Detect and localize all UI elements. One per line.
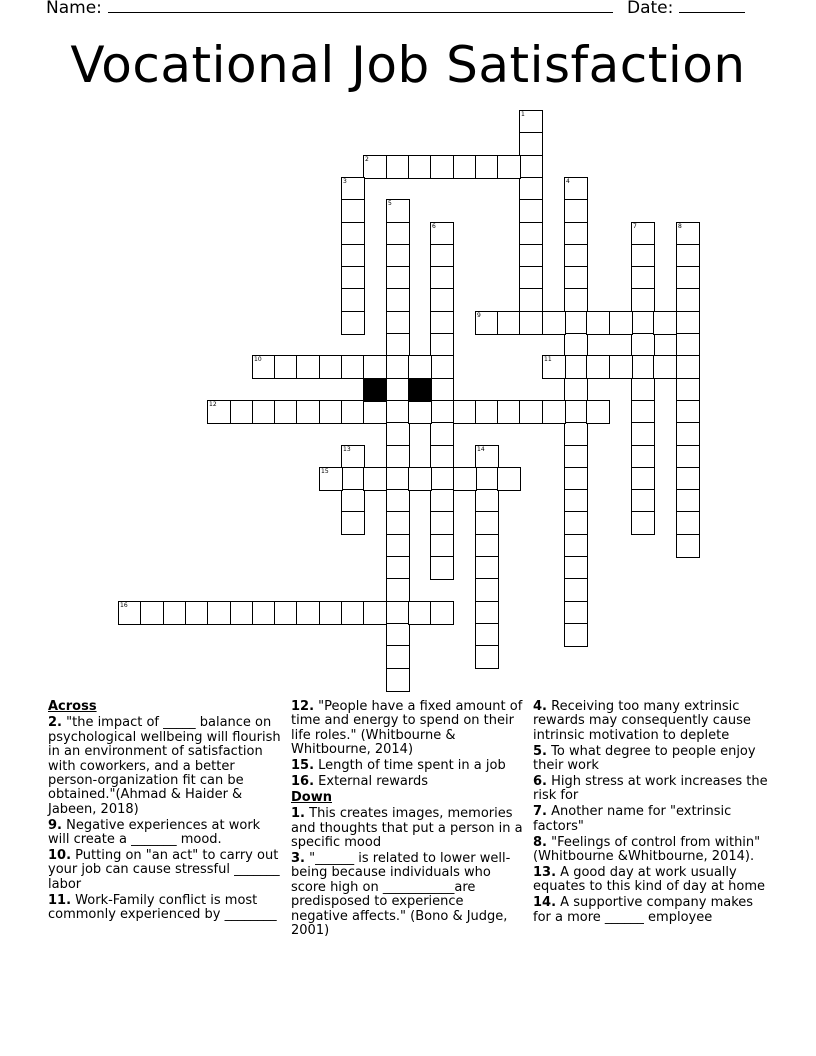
clue-number-label: 13 xyxy=(343,446,351,453)
grid-cell[interactable] xyxy=(519,177,543,201)
grid-cell[interactable] xyxy=(653,311,677,335)
grid-cell[interactable] xyxy=(564,511,588,535)
grid-cell[interactable] xyxy=(140,601,164,625)
grid-cell[interactable] xyxy=(564,244,588,268)
name-underline[interactable] xyxy=(108,0,613,13)
grid-cell[interactable] xyxy=(386,601,410,625)
clue-text: "People have a fixed amount of time and energy to spend on their life roles." (Whitbourne & Whitbourne, 2014) xyxy=(291,699,523,758)
grid-cell[interactable] xyxy=(453,467,477,491)
grid-cell[interactable] xyxy=(676,534,700,558)
grid-cell[interactable] xyxy=(363,601,387,625)
grid-cell[interactable] xyxy=(386,400,410,424)
grid-cell[interactable] xyxy=(274,601,298,625)
grid-cell[interactable] xyxy=(676,489,700,513)
clue-text: Another name for "extrinsic factors" xyxy=(533,804,732,834)
grid-cell[interactable] xyxy=(230,400,254,424)
clue-across-9 xyxy=(48,819,284,848)
clue-down-14 xyxy=(533,896,769,925)
grid-cell[interactable] xyxy=(386,288,410,312)
grid-cell[interactable] xyxy=(341,222,365,246)
grid-cell[interactable] xyxy=(676,333,700,357)
grid-cell[interactable] xyxy=(319,601,343,625)
grid-cell[interactable] xyxy=(631,489,655,513)
grid-cell[interactable] xyxy=(207,400,231,424)
grid-cell[interactable] xyxy=(564,222,588,246)
grid-cell[interactable] xyxy=(386,467,410,491)
grid-cell[interactable] xyxy=(631,378,655,402)
grid-cell[interactable] xyxy=(475,511,499,535)
clue-down-4 xyxy=(533,700,769,743)
grid-cell[interactable] xyxy=(430,422,454,446)
grid-cell[interactable] xyxy=(631,511,655,535)
grid-cell[interactable] xyxy=(408,601,432,625)
grid-cell[interactable] xyxy=(676,511,700,535)
clue-across-2 xyxy=(48,716,284,817)
grid-cell[interactable] xyxy=(296,601,320,625)
grid-cell[interactable] xyxy=(676,244,700,268)
grid-cell[interactable] xyxy=(631,222,655,246)
grid-cell[interactable] xyxy=(631,266,655,290)
grid-cell[interactable] xyxy=(430,445,454,469)
grid-cell[interactable] xyxy=(386,155,410,179)
grid-cell[interactable] xyxy=(519,266,543,290)
clue-across-16 xyxy=(291,775,523,789)
grid-cell[interactable] xyxy=(408,355,432,379)
clue-number: 1. xyxy=(291,806,305,822)
grid-cell[interactable] xyxy=(475,623,499,647)
grid-cell[interactable] xyxy=(386,668,410,692)
name-label: Name: xyxy=(46,0,102,18)
grid-cell[interactable] xyxy=(676,400,700,424)
grid-cell[interactable] xyxy=(564,467,588,491)
grid-cell[interactable] xyxy=(386,266,410,290)
grid-cell[interactable] xyxy=(475,155,499,179)
black-cell xyxy=(363,378,387,402)
grid-cell[interactable] xyxy=(586,400,610,424)
grid-cell[interactable] xyxy=(341,266,365,290)
grid-cell[interactable] xyxy=(519,400,543,424)
clue-number: 14. xyxy=(533,895,557,911)
grid-cell[interactable] xyxy=(386,244,410,268)
clues-column-3 xyxy=(533,700,769,927)
grid-cell[interactable] xyxy=(252,355,276,379)
grid-cell[interactable] xyxy=(386,556,410,580)
clue-down-3 xyxy=(291,852,523,938)
clue-across-15 xyxy=(291,759,523,773)
clue-text: Length of time spent in a job xyxy=(318,758,506,774)
grid-cell[interactable] xyxy=(453,400,477,424)
grid-cell[interactable] xyxy=(564,400,588,424)
clue-number-label: 6 xyxy=(432,223,436,230)
grid-cell[interactable] xyxy=(319,355,343,379)
clue-down-5 xyxy=(533,745,769,774)
grid-cell[interactable] xyxy=(430,244,454,268)
grid-cell[interactable] xyxy=(542,355,566,379)
grid-cell[interactable] xyxy=(676,445,700,469)
grid-cell[interactable] xyxy=(564,601,588,625)
grid-cell[interactable] xyxy=(430,311,454,335)
grid-cell[interactable] xyxy=(475,645,499,669)
grid-cell[interactable] xyxy=(386,489,410,513)
grid-cell[interactable] xyxy=(386,199,410,223)
grid-cell[interactable] xyxy=(519,288,543,312)
grid-cell[interactable] xyxy=(386,623,410,647)
grid-cell[interactable] xyxy=(430,556,454,580)
grid-cell[interactable] xyxy=(631,244,655,268)
grid-cell[interactable] xyxy=(564,199,588,223)
grid-cell[interactable] xyxy=(408,467,432,491)
clue-down-13 xyxy=(533,866,769,895)
clue-number: 12. xyxy=(291,699,315,714)
page-title: Vocational Job Satisfaction xyxy=(70,36,746,94)
grid-cell[interactable] xyxy=(586,355,610,379)
grid-cell[interactable] xyxy=(341,199,365,223)
clue-number: 2. xyxy=(48,715,62,731)
grid-cell[interactable] xyxy=(363,155,387,179)
grid-cell[interactable] xyxy=(386,355,410,379)
down-heading: Down xyxy=(291,789,332,805)
clue-number: 10. xyxy=(48,848,72,864)
grid-cell[interactable] xyxy=(542,311,566,335)
grid-cell[interactable] xyxy=(609,311,633,335)
grid-cell[interactable] xyxy=(386,534,410,558)
grid-cell[interactable] xyxy=(230,601,254,625)
clue-number-label: 5 xyxy=(388,200,392,207)
grid-cell[interactable] xyxy=(519,311,543,335)
grid-cell[interactable] xyxy=(631,333,655,357)
grid-cell[interactable] xyxy=(676,378,700,402)
clue-number-label: 16 xyxy=(120,602,128,609)
grid-cell[interactable] xyxy=(386,645,410,669)
clue-text: "the impact of _____ balance on psychological wellbeing will flourish in an environment of satisfaction with coworkers, and a better person-organization fit can be obtained."(Ahmad & Haider & Jabeen, 2018) xyxy=(48,715,281,817)
grid-cell[interactable] xyxy=(564,355,588,379)
grid-cell[interactable] xyxy=(564,288,588,312)
clue-number-label: 9 xyxy=(477,312,481,319)
grid-cell[interactable] xyxy=(430,489,454,513)
clue-number: 5. xyxy=(533,743,547,759)
clue-down-7 xyxy=(533,805,769,834)
grid-cell[interactable] xyxy=(631,355,655,379)
grid-cell[interactable] xyxy=(676,266,700,290)
grid-cell[interactable] xyxy=(430,266,454,290)
clue-number: 7. xyxy=(533,804,547,820)
clue-across-11 xyxy=(48,894,284,923)
grid-cell[interactable] xyxy=(631,422,655,446)
grid-cell[interactable] xyxy=(564,422,588,446)
grid-cell[interactable] xyxy=(430,467,454,491)
grid-cell[interactable] xyxy=(341,177,365,201)
clue-number-label: 14 xyxy=(477,446,485,453)
grid-cell[interactable] xyxy=(386,422,410,446)
clue-text: A good day at work usually equates to this kind of day at home xyxy=(533,864,766,895)
grid-cell[interactable] xyxy=(341,400,365,424)
grid-cell[interactable] xyxy=(676,222,700,246)
grid-cell[interactable] xyxy=(676,422,700,446)
grid-cell[interactable] xyxy=(252,400,276,424)
clue-text: To what degree to people enjoy their work xyxy=(533,743,756,774)
grid-cell[interactable] xyxy=(631,467,655,491)
grid-cell[interactable] xyxy=(341,489,365,513)
grid-cell[interactable] xyxy=(363,400,387,424)
grid-cell[interactable] xyxy=(631,288,655,312)
grid-cell[interactable] xyxy=(631,400,655,424)
date-label: Date: xyxy=(627,0,674,18)
grid-cell[interactable] xyxy=(341,288,365,312)
grid-cell[interactable] xyxy=(497,400,521,424)
clue-down-8 xyxy=(533,836,769,865)
grid-cell[interactable] xyxy=(430,601,454,625)
grid-cell[interactable] xyxy=(341,244,365,268)
date-field[interactable] xyxy=(627,0,745,19)
clue-number: 3. xyxy=(291,851,305,867)
grid-cell[interactable] xyxy=(519,110,543,134)
grid-cell[interactable] xyxy=(430,333,454,357)
grid-cell[interactable] xyxy=(386,378,410,402)
clue-number-label: 12 xyxy=(209,401,217,408)
grid-cell[interactable] xyxy=(252,601,276,625)
grid-cell[interactable] xyxy=(341,511,365,535)
grid-cell[interactable] xyxy=(386,445,410,469)
clue-across-12 xyxy=(291,700,523,758)
clue-text: High stress at work increases the risk for xyxy=(533,774,768,804)
clue-down-1 xyxy=(291,807,523,850)
grid-cell[interactable] xyxy=(386,578,410,602)
grid-cell[interactable] xyxy=(274,400,298,424)
grid-cell[interactable] xyxy=(430,355,454,379)
clue-text: Negative experiences at work will create a _______ mood. xyxy=(48,817,261,848)
grid-cell[interactable] xyxy=(564,333,588,357)
clue-number-label: 1 xyxy=(521,111,525,118)
grid-cell[interactable] xyxy=(475,601,499,625)
clue-across-10 xyxy=(48,849,284,892)
clue-number: 6. xyxy=(533,774,547,790)
grid-cell[interactable] xyxy=(341,311,365,335)
grid-cell[interactable] xyxy=(497,155,521,179)
grid-cell[interactable] xyxy=(564,378,588,402)
grid-cell[interactable] xyxy=(653,355,677,379)
grid-cell[interactable] xyxy=(163,601,187,625)
grid-cell[interactable] xyxy=(475,311,499,335)
grid-cell[interactable] xyxy=(341,467,365,491)
clues-column-2 xyxy=(291,700,523,940)
name-field[interactable] xyxy=(46,0,613,19)
grid-cell[interactable] xyxy=(296,400,320,424)
clue-number-label: 2 xyxy=(365,156,369,163)
grid-cell[interactable] xyxy=(475,534,499,558)
across-heading: Across xyxy=(48,699,97,714)
black-cell xyxy=(408,378,432,402)
grid-cell[interactable] xyxy=(519,222,543,246)
grid-cell[interactable] xyxy=(564,556,588,580)
clue-number-label: 8 xyxy=(678,223,682,230)
clues-column-1 xyxy=(48,700,284,924)
grid-cell[interactable] xyxy=(319,400,343,424)
clue-number-label: 15 xyxy=(321,468,329,475)
clue-text: This creates images, memories and thoughts that put a person in a specific mood xyxy=(291,806,523,851)
grid-cell[interactable] xyxy=(564,445,588,469)
clue-number: 15. xyxy=(291,758,315,774)
grid-cell[interactable] xyxy=(341,355,365,379)
grid-cell[interactable] xyxy=(408,400,432,424)
grid-cell[interactable] xyxy=(564,177,588,201)
grid-cell[interactable] xyxy=(408,155,432,179)
grid-cell[interactable] xyxy=(497,467,521,491)
clue-number: 13. xyxy=(533,864,557,880)
grid-cell[interactable] xyxy=(207,601,231,625)
clue-number-label: 11 xyxy=(544,356,552,363)
grid-cell[interactable] xyxy=(676,288,700,312)
grid-cell[interactable] xyxy=(453,155,477,179)
grid-cell[interactable] xyxy=(341,445,365,469)
grid-cell[interactable] xyxy=(475,400,499,424)
grid-cell[interactable] xyxy=(519,199,543,223)
grid-cell[interactable] xyxy=(609,355,633,379)
grid-cell[interactable] xyxy=(118,601,142,625)
grid-cell[interactable] xyxy=(519,155,543,179)
grid-cell[interactable] xyxy=(519,132,543,156)
grid-cell[interactable] xyxy=(430,155,454,179)
grid-cell[interactable] xyxy=(564,489,588,513)
clue-down-6 xyxy=(533,775,769,804)
grid-cell[interactable] xyxy=(631,311,655,335)
grid-cell[interactable] xyxy=(341,601,365,625)
grid-cell[interactable] xyxy=(363,355,387,379)
grid-cell[interactable] xyxy=(676,311,700,335)
date-underline[interactable] xyxy=(679,0,745,13)
clue-text: Work-Family conflict is most commonly experienced by ________ xyxy=(48,892,277,923)
grid-cell[interactable] xyxy=(185,601,209,625)
clue-number-label: 4 xyxy=(566,178,570,185)
grid-cell[interactable] xyxy=(475,445,499,469)
grid-cell[interactable] xyxy=(386,311,410,335)
clue-number: 11. xyxy=(48,892,72,908)
grid-cell[interactable] xyxy=(386,511,410,535)
grid-cell[interactable] xyxy=(319,467,343,491)
grid-cell[interactable] xyxy=(430,288,454,312)
grid-cell[interactable] xyxy=(564,311,588,335)
grid-cell[interactable] xyxy=(430,222,454,246)
grid-cell[interactable] xyxy=(497,311,521,335)
grid-cell[interactable] xyxy=(475,556,499,580)
clue-number-label: 10 xyxy=(254,356,262,363)
grid-cell[interactable] xyxy=(676,467,700,491)
clue-number-label: 3 xyxy=(343,178,347,185)
clue-number: 9. xyxy=(48,817,62,833)
grid-cell[interactable] xyxy=(475,489,499,513)
grid-cell[interactable] xyxy=(430,378,454,402)
grid-cell[interactable] xyxy=(386,222,410,246)
grid-cell[interactable] xyxy=(430,400,454,424)
grid-cell[interactable] xyxy=(631,445,655,469)
grid-cell[interactable] xyxy=(564,266,588,290)
clue-text: Putting on "an act" to carry out your job can cause stressful _______ labor xyxy=(48,848,280,892)
clue-text: "______ is related to lower well-being because individuals who score high on ___________are predisposed to experience negative affects." (Bono & Judge, 2001) xyxy=(291,851,511,939)
grid-cell[interactable] xyxy=(542,400,566,424)
grid-cell[interactable] xyxy=(274,355,298,379)
clue-text: Receiving too many extrinsic rewards may consequently cause intrinsic motivation to deplete xyxy=(533,699,751,743)
grid-cell[interactable] xyxy=(430,511,454,535)
clue-text: "Feelings of control from within" (Whitbourne &Whitbourne, 2014). xyxy=(533,834,761,865)
grid-cell[interactable] xyxy=(296,355,320,379)
grid-cell[interactable] xyxy=(564,623,588,647)
grid-cell[interactable] xyxy=(475,467,499,491)
clue-text: A supportive company makes for a more ______ employee xyxy=(533,895,754,925)
grid-cell[interactable] xyxy=(676,355,700,379)
clue-text: External rewards xyxy=(318,774,429,790)
grid-cell[interactable] xyxy=(363,467,387,491)
clue-number: 4. xyxy=(533,699,547,714)
clue-number: 16. xyxy=(291,774,315,790)
grid-cell[interactable] xyxy=(386,333,410,357)
clue-number: 8. xyxy=(533,834,547,850)
grid-cell[interactable] xyxy=(430,534,454,558)
grid-cell[interactable] xyxy=(475,578,499,602)
grid-cell[interactable] xyxy=(519,244,543,268)
grid-cell[interactable] xyxy=(564,534,588,558)
grid-cell[interactable] xyxy=(586,311,610,335)
clue-number-label: 7 xyxy=(633,223,637,230)
grid-cell[interactable] xyxy=(564,578,588,602)
